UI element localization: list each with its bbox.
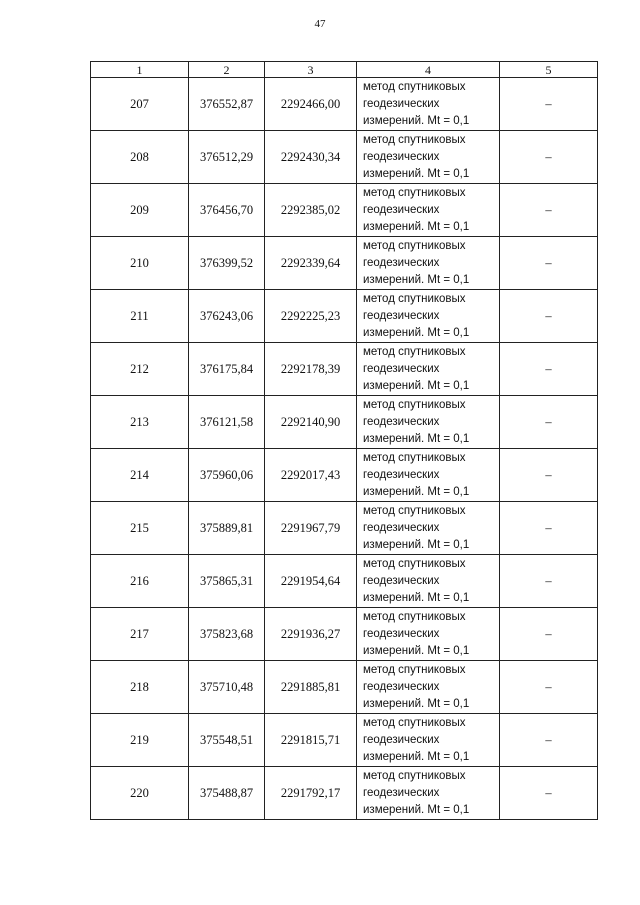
method-line: измерений. Mt = 0,1 xyxy=(363,538,470,551)
method-line: геодезических xyxy=(363,786,440,799)
table-row xyxy=(91,661,598,714)
coordinates-table xyxy=(90,61,598,820)
x-coordinate-cell: 375865,31 xyxy=(189,555,265,608)
table-row xyxy=(91,449,598,502)
method-cell xyxy=(357,78,500,131)
point-cell: 220 xyxy=(91,767,189,820)
point-cell: 215 xyxy=(91,502,189,555)
method-line: метод спутниковых xyxy=(363,663,466,676)
y-coordinate-cell: 2292430,34 xyxy=(265,131,357,184)
method-line: измерений. Mt = 0,1 xyxy=(363,432,470,445)
x-coordinate-cell: 375710,48 xyxy=(189,661,265,714)
table-row xyxy=(91,78,598,131)
x-coordinate-cell: 376512,29 xyxy=(189,131,265,184)
method-cell xyxy=(357,237,500,290)
method-line: измерений. Mt = 0,1 xyxy=(363,803,470,816)
method-cell xyxy=(357,555,500,608)
table-row xyxy=(91,502,598,555)
method-line: геодезических xyxy=(363,150,440,163)
method-line: геодезических xyxy=(363,97,440,110)
point-cell: 210 xyxy=(91,237,189,290)
method-cell xyxy=(357,767,500,820)
table-row xyxy=(91,608,598,661)
x-coordinate-cell: 376175,84 xyxy=(189,343,265,396)
y-coordinate-cell: 2292017,43 xyxy=(265,449,357,502)
header-col-2: 2 xyxy=(189,62,265,78)
x-coordinate-cell: 375960,06 xyxy=(189,449,265,502)
method-line: метод спутниковых xyxy=(363,716,466,729)
y-coordinate-cell: 2292466,00 xyxy=(265,78,357,131)
method-cell xyxy=(357,449,500,502)
x-coordinate-cell: 376456,70 xyxy=(189,184,265,237)
method-line: метод спутниковых xyxy=(363,610,466,623)
note-cell: – xyxy=(500,131,598,184)
method-line: измерений. Mt = 0,1 xyxy=(363,167,470,180)
method-line: геодезических xyxy=(363,309,440,322)
method-cell xyxy=(357,343,500,396)
point-cell: 214 xyxy=(91,449,189,502)
method-line: геодезических xyxy=(363,574,440,587)
method-line: геодезических xyxy=(363,521,440,534)
y-coordinate-cell: 2291967,79 xyxy=(265,502,357,555)
point-cell: 216 xyxy=(91,555,189,608)
y-coordinate-cell: 2292225,23 xyxy=(265,290,357,343)
method-line: метод спутниковых xyxy=(363,398,466,411)
x-coordinate-cell: 376399,52 xyxy=(189,237,265,290)
method-line: метод спутниковых xyxy=(363,557,466,570)
note-cell: – xyxy=(500,555,598,608)
note-cell: – xyxy=(500,290,598,343)
table-row xyxy=(91,767,598,820)
table-row xyxy=(91,237,598,290)
method-line: измерений. Mt = 0,1 xyxy=(363,485,470,498)
method-line: измерений. Mt = 0,1 xyxy=(363,273,470,286)
method-cell xyxy=(357,290,500,343)
x-coordinate-cell: 376243,06 xyxy=(189,290,265,343)
method-line: метод спутниковых xyxy=(363,186,466,199)
table-row xyxy=(91,184,598,237)
note-cell: – xyxy=(500,237,598,290)
note-cell: – xyxy=(500,343,598,396)
note-cell: – xyxy=(500,502,598,555)
method-line: геодезических xyxy=(363,203,440,216)
method-cell xyxy=(357,131,500,184)
method-line: метод спутниковых xyxy=(363,133,466,146)
method-cell xyxy=(357,396,500,449)
point-cell: 219 xyxy=(91,714,189,767)
x-coordinate-cell: 376121,58 xyxy=(189,396,265,449)
note-cell: – xyxy=(500,714,598,767)
point-cell: 213 xyxy=(91,396,189,449)
method-line: метод спутниковых xyxy=(363,451,466,464)
method-line: геодезических xyxy=(363,680,440,693)
y-coordinate-cell: 2292140,90 xyxy=(265,396,357,449)
point-cell: 207 xyxy=(91,78,189,131)
point-cell: 217 xyxy=(91,608,189,661)
method-line: метод спутниковых xyxy=(363,80,466,93)
x-coordinate-cell: 375823,68 xyxy=(189,608,265,661)
x-coordinate-cell: 375548,51 xyxy=(189,714,265,767)
method-line: измерений. Mt = 0,1 xyxy=(363,114,470,127)
note-cell: – xyxy=(500,449,598,502)
method-cell xyxy=(357,184,500,237)
table-row xyxy=(91,343,598,396)
table-row xyxy=(91,131,598,184)
y-coordinate-cell: 2292339,64 xyxy=(265,237,357,290)
method-line: измерений. Mt = 0,1 xyxy=(363,697,470,710)
header-col-1: 1 xyxy=(91,62,189,78)
note-cell: – xyxy=(500,78,598,131)
method-line: метод спутниковых xyxy=(363,345,466,358)
header-col-4: 4 xyxy=(357,62,500,78)
point-cell: 212 xyxy=(91,343,189,396)
table-row xyxy=(91,290,598,343)
x-coordinate-cell: 375488,87 xyxy=(189,767,265,820)
y-coordinate-cell: 2291936,27 xyxy=(265,608,357,661)
method-line: метод спутниковых xyxy=(363,239,466,252)
method-line: метод спутниковых xyxy=(363,769,466,782)
method-line: измерений. Mt = 0,1 xyxy=(363,750,470,763)
page-number: 47 xyxy=(314,18,326,30)
method-line: геодезических xyxy=(363,733,440,746)
method-cell xyxy=(357,714,500,767)
method-line: геодезических xyxy=(363,256,440,269)
method-line: измерений. Mt = 0,1 xyxy=(363,220,470,233)
method-line: геодезических xyxy=(363,627,440,640)
point-cell: 208 xyxy=(91,131,189,184)
method-line: измерений. Mt = 0,1 xyxy=(363,591,470,604)
y-coordinate-cell: 2291792,17 xyxy=(265,767,357,820)
header-row xyxy=(91,62,598,78)
note-cell: – xyxy=(500,661,598,714)
method-line: геодезических xyxy=(363,468,440,481)
y-coordinate-cell: 2292385,02 xyxy=(265,184,357,237)
point-cell: 209 xyxy=(91,184,189,237)
point-cell: 218 xyxy=(91,661,189,714)
method-line: измерений. Mt = 0,1 xyxy=(363,326,470,339)
method-line: измерений. Mt = 0,1 xyxy=(363,644,470,657)
table-row xyxy=(91,555,598,608)
table-row xyxy=(91,714,598,767)
method-cell xyxy=(357,661,500,714)
point-cell: 211 xyxy=(91,290,189,343)
y-coordinate-cell: 2291954,64 xyxy=(265,555,357,608)
y-coordinate-cell: 2291815,71 xyxy=(265,714,357,767)
header-col-3: 3 xyxy=(265,62,357,78)
y-coordinate-cell: 2291885,81 xyxy=(265,661,357,714)
note-cell: – xyxy=(500,396,598,449)
method-line: метод спутниковых xyxy=(363,504,466,517)
method-line: геодезических xyxy=(363,415,440,428)
method-line: измерений. Mt = 0,1 xyxy=(363,379,470,392)
header-col-5: 5 xyxy=(500,62,598,78)
method-line: метод спутниковых xyxy=(363,292,466,305)
method-cell xyxy=(357,502,500,555)
note-cell: – xyxy=(500,608,598,661)
note-cell: – xyxy=(500,767,598,820)
method-cell xyxy=(357,608,500,661)
table-row xyxy=(91,396,598,449)
x-coordinate-cell: 375889,81 xyxy=(189,502,265,555)
method-line: геодезических xyxy=(363,362,440,375)
x-coordinate-cell: 376552,87 xyxy=(189,78,265,131)
note-cell: – xyxy=(500,184,598,237)
y-coordinate-cell: 2292178,39 xyxy=(265,343,357,396)
